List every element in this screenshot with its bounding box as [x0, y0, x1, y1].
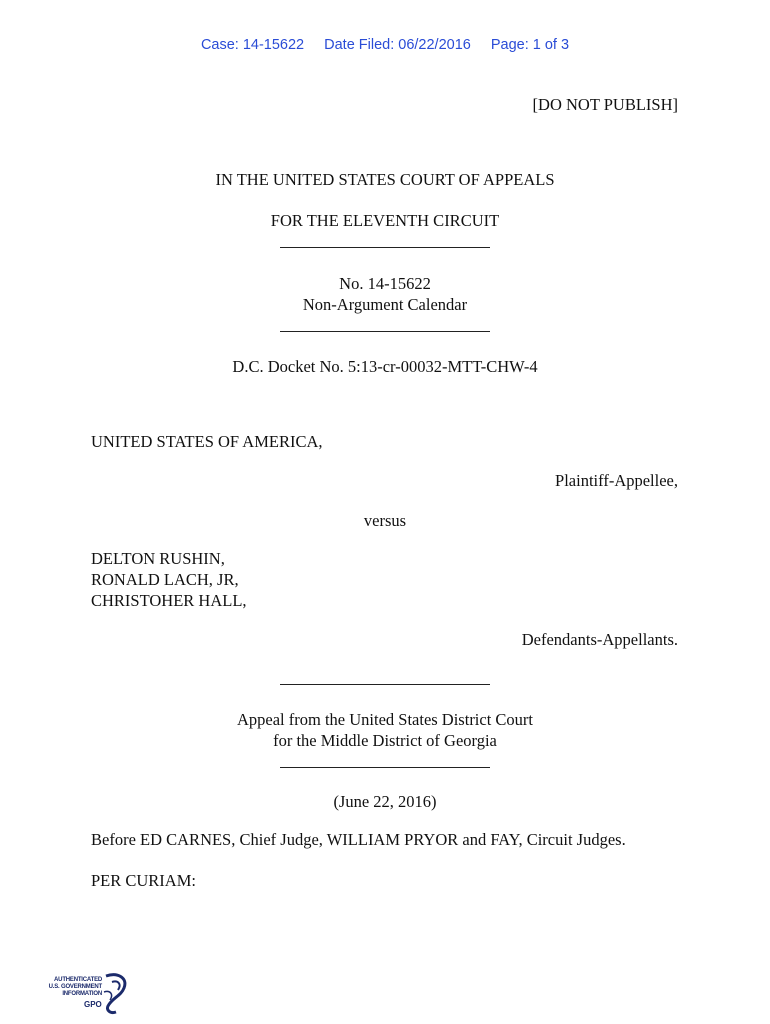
- divider: [280, 247, 490, 248]
- defendant-name: CHRISTOHER HALL,: [91, 591, 247, 610]
- defendant-name: DELTON RUSHIN,: [91, 549, 225, 568]
- divider: [280, 684, 490, 685]
- appeal-source: Appeal from the United States District Court: [236, 710, 534, 729]
- defendant-name: RONALD LACH, JR,: [91, 570, 239, 589]
- plaintiff-name: UNITED STATES OF AMERICA,: [91, 432, 323, 451]
- gpo-mark: GPO: [84, 1000, 102, 1009]
- filing-stamp: [0, 37, 770, 53]
- calendar-type: Non-Argument Calendar: [302, 295, 468, 314]
- divider: [280, 331, 490, 332]
- gpo-authentication-text: AUTHENTICATED U.S. GOVERNMENT INFORMATION: [48, 977, 102, 997]
- case-number: No. 14-15622: [339, 274, 431, 293]
- per-curiam-heading: PER CURIAM:: [91, 871, 196, 890]
- publish-note: [DO NOT PUBLISH]: [532, 95, 678, 114]
- court-name: IN THE UNITED STATES COURT OF APPEALS: [215, 170, 555, 189]
- decision-date: (June 22, 2016): [333, 792, 437, 811]
- circuit-name: FOR THE ELEVENTH CIRCUIT: [270, 211, 500, 230]
- divider: [280, 767, 490, 768]
- defendant-role: Defendants-Appellants.: [521, 630, 678, 649]
- judges-panel: Before ED CARNES, Chief Judge, WILLIAM PRYOR and FAY, Circuit Judges.: [91, 830, 626, 849]
- page-count-stamp: Page: 1 of 3: [490, 37, 570, 53]
- docket-number: D.C. Docket No. 5:13-cr-00032-MTT-CHW-4: [232, 357, 538, 376]
- appeal-district: for the Middle District of Georgia: [273, 731, 497, 750]
- case-number-stamp: Case: 14-15622: [200, 37, 305, 53]
- plaintiff-role: Plaintiff-Appellee,: [555, 471, 678, 490]
- date-filed-stamp: Date Filed: 06/22/2016: [324, 37, 471, 53]
- versus-label: versus: [363, 511, 407, 530]
